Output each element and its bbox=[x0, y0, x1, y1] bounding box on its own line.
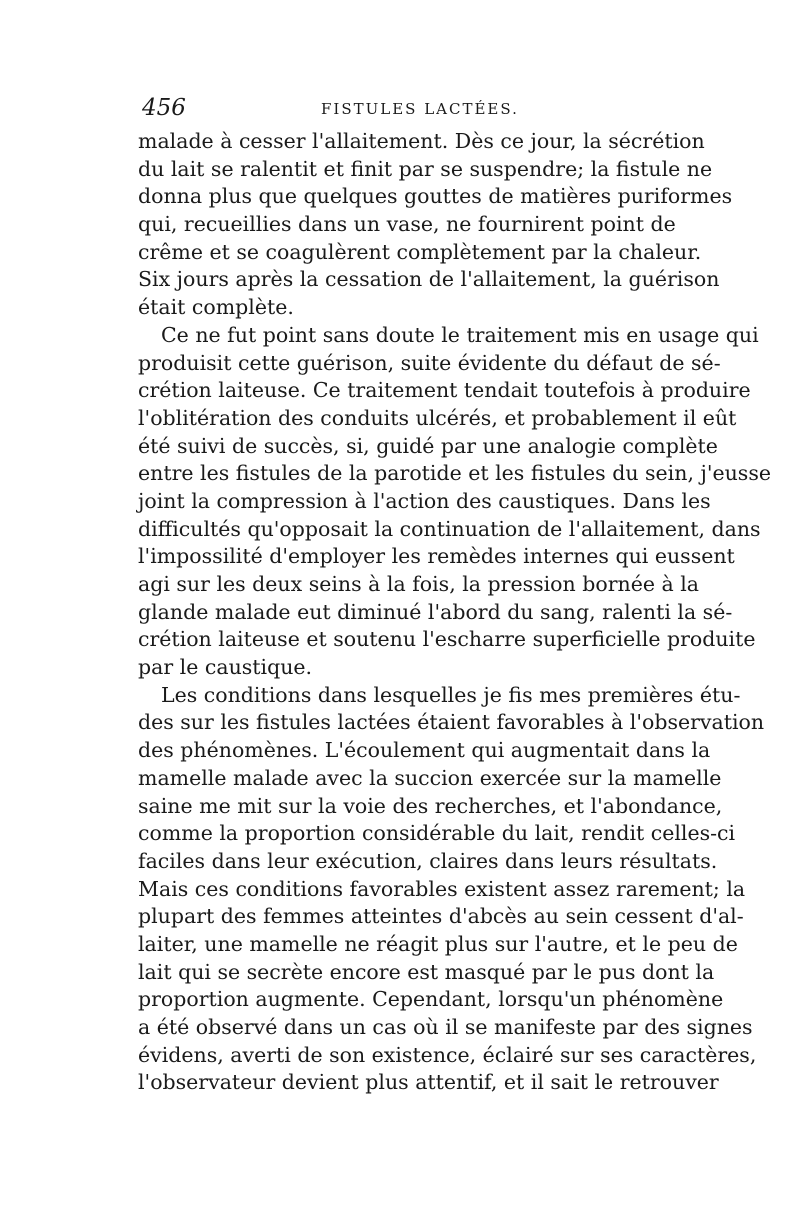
text-line: du lait se ralentit et finit par se suspendre; la fistule ne bbox=[138, 156, 713, 181]
text-line: l'observateur devient plus attentif, et il sait le retrouver bbox=[138, 1070, 719, 1095]
text-line: entre les fistules de la parotide et les fistules du sein, j'eusse bbox=[138, 461, 771, 486]
text-line: Six jours après la cessation de l'allaitement, la guérison bbox=[138, 267, 720, 292]
text-line: qui, recueillies dans un vase, ne fournirent point de bbox=[138, 212, 676, 237]
text-line: difficultés qu'opposait la continuation de l'allaitement, dans bbox=[138, 516, 761, 541]
text-line: a été observé dans un cas où il se manifeste par des signes bbox=[138, 1015, 753, 1039]
text-line: produisit cette guérison, suite évidente du défaut de sé- bbox=[138, 350, 721, 375]
text-line: des sur les fistules lactées étaient favorables à l'observation bbox=[138, 710, 765, 735]
text-line: lait qui se secrète encore est masqué par le pus dont la bbox=[138, 959, 715, 984]
text-line: évidens, averti de son existence, éclairé sur ses caractères, bbox=[138, 1042, 757, 1067]
text-line: malade à cesser l'allaitement. Dès ce jour, la sécrétion bbox=[138, 129, 705, 153]
text-line: agi sur les deux seins à la fois, la pression bornée à la bbox=[138, 572, 700, 596]
text-line: était complète. bbox=[138, 295, 294, 320]
page-number: 456 bbox=[142, 95, 186, 121]
text-line: glande malade eut diminué l'abord du sang, ralenti la sé- bbox=[138, 599, 733, 624]
text-line: comme la proportion considérable du lait, rendit celles-ci bbox=[138, 821, 736, 846]
text-line: des phénomènes. L'écoulement qui augmentait dans la bbox=[138, 738, 711, 763]
body-text bbox=[138, 128, 771, 1097]
text-line: crétion laiteuse. Ce traitement tendait toutefois à produire bbox=[138, 378, 751, 403]
text-line: crême et se coagulèrent complètement par la chaleur. bbox=[138, 239, 702, 264]
text-line: l'impossilité d'employer les remèdes internes qui eussent bbox=[138, 544, 735, 569]
text-line: Mais ces conditions favorables existent assez rarement; la bbox=[138, 876, 746, 901]
text-line: donna plus que quelques gouttes de matières puriformes bbox=[138, 184, 733, 209]
text-line: été suivi de succès, si, guidé par une analogie complète bbox=[138, 433, 718, 458]
text-line: par le caustique. bbox=[138, 655, 313, 680]
text-line: plupart des femmes atteintes d'abcès au sein cessent d'al- bbox=[138, 904, 744, 929]
text-line: faciles dans leur exécution, claires dans leurs résultats. bbox=[138, 848, 718, 873]
text-line: joint la compression à l'action des caustiques. Dans les bbox=[138, 488, 711, 513]
text-line: l'oblitération des conduits ulcérés, et probablement il eût bbox=[138, 405, 737, 430]
text-line: crétion laiteuse et soutenu l'escharre superficielle produite bbox=[138, 627, 756, 652]
text-line: Ce ne fut point sans doute le traitement mis en usage qui bbox=[161, 322, 759, 347]
text-line: mamelle malade avec la succion exercée sur la mamelle bbox=[138, 765, 722, 790]
text-line: Les conditions dans lesquelles je fis mes premières étu- bbox=[161, 682, 741, 707]
text-line: proportion augmente. Cependant, lorsqu'un phénomène bbox=[138, 987, 724, 1012]
text-line: laiter, une mamelle ne réagit plus sur l'autre, et le peu de bbox=[138, 931, 738, 956]
running-head: FISTULES LACTÉES. bbox=[321, 100, 519, 118]
text-line: saine me mit sur la voie des recherches, et l'abondance, bbox=[138, 793, 723, 818]
page-header bbox=[142, 93, 672, 123]
